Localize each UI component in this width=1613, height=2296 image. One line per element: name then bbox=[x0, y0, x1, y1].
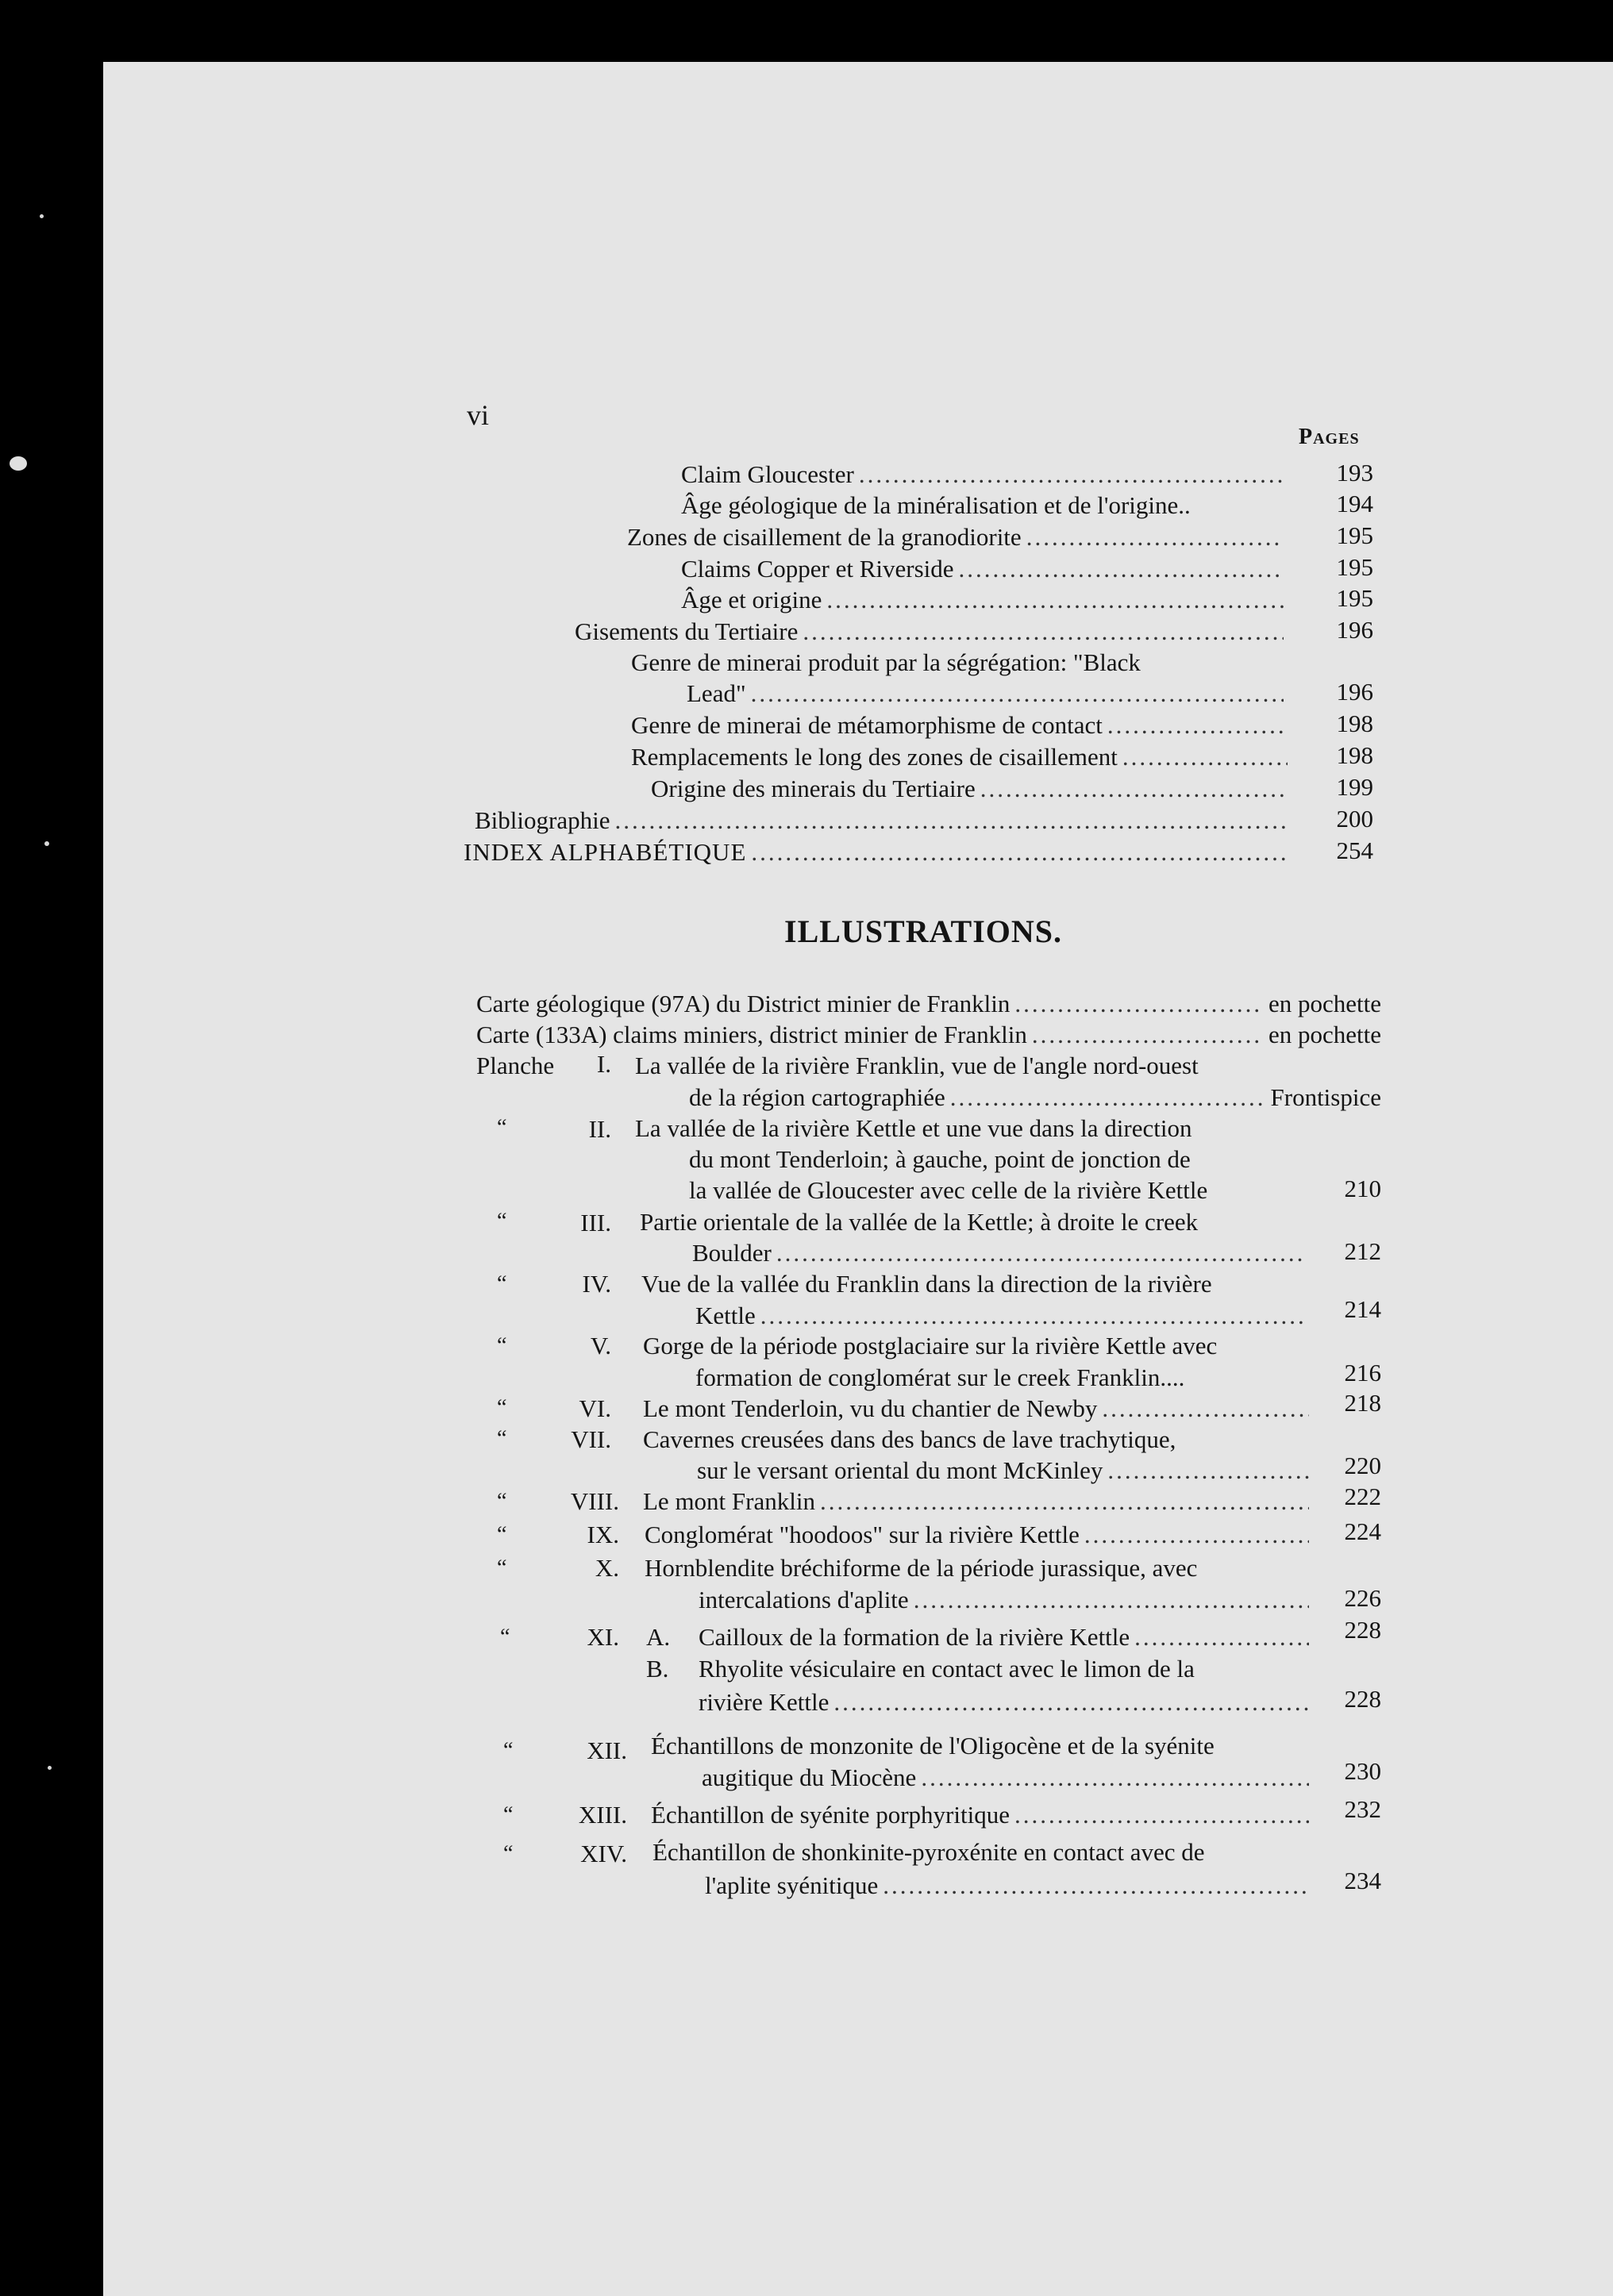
scan-speck bbox=[40, 214, 44, 218]
plate-entry bbox=[699, 1686, 1314, 1718]
ditto-mark: “ bbox=[497, 1522, 507, 1547]
toc-entry-text: Bibliographie bbox=[475, 806, 610, 834]
plate-page: 228 bbox=[1344, 1616, 1381, 1644]
plate-caption-line: de la région cartographiée bbox=[689, 1083, 945, 1111]
plate-caption-line: Le mont Franklin bbox=[643, 1487, 815, 1515]
toc-entry bbox=[687, 678, 1288, 710]
ditto-mark: “ bbox=[497, 1271, 507, 1296]
plate-caption-line: augitique du Miocène bbox=[702, 1763, 917, 1791]
plate-entry bbox=[645, 1519, 1314, 1551]
plate-caption-line: Partie orientale de la vallée de la Kettle; à droite le creek bbox=[640, 1208, 1199, 1236]
plate-caption-line: Kettle bbox=[695, 1302, 756, 1329]
plate-page: 234 bbox=[1344, 1867, 1381, 1894]
ditto-mark: “ bbox=[497, 1426, 507, 1451]
plate-entry bbox=[705, 1870, 1314, 1902]
ditto-mark: “ bbox=[503, 1802, 514, 1827]
toc-entry-page: 195 bbox=[1336, 521, 1373, 549]
toc-entry-text: Lead" bbox=[687, 679, 746, 707]
toc-entry bbox=[631, 741, 1292, 773]
toc-entry-text: INDEX ALPHABÉTIQUE bbox=[464, 838, 747, 866]
toc-entry bbox=[475, 805, 1292, 836]
toc-entry-text: Claims Copper et Riverside bbox=[681, 555, 954, 583]
plate-page: 224 bbox=[1344, 1517, 1381, 1545]
toc-entry bbox=[681, 584, 1288, 616]
plate-caption-line: Boulder bbox=[692, 1239, 772, 1267]
illustrations-heading: ILLUSTRATIONS. bbox=[784, 913, 1063, 949]
plate-caption-line: rivière Kettle bbox=[699, 1688, 830, 1716]
toc-entry-text: Origine des minerais du Tertiaire bbox=[651, 775, 976, 802]
scan-speck bbox=[48, 1766, 52, 1770]
plate-entry bbox=[689, 1082, 1381, 1113]
plate-numeral: I. bbox=[596, 1050, 611, 1078]
ditto-mark: “ bbox=[497, 1395, 507, 1420]
toc-entry-text: Zones de cisaillement de la granodiorite bbox=[627, 523, 1022, 551]
plate-caption-line: Vue de la vallée du Franklin dans la direction de la rivière bbox=[641, 1270, 1212, 1298]
plate-caption-line: Cailloux de la formation de la rivière Kettle bbox=[699, 1623, 1130, 1651]
toc-entry-page: 254 bbox=[1336, 836, 1373, 864]
toc-entry bbox=[464, 836, 1292, 868]
toc-entry-page: 198 bbox=[1336, 710, 1373, 737]
scan-speck bbox=[10, 456, 27, 471]
ditto-mark: “ bbox=[497, 1556, 507, 1580]
plate-numeral: VII. bbox=[571, 1425, 611, 1453]
toc-entry bbox=[575, 616, 1288, 648]
ditto-mark: “ bbox=[497, 1489, 507, 1513]
plate-page: Frontispice bbox=[1270, 1083, 1381, 1111]
plate-page: 232 bbox=[1344, 1795, 1381, 1823]
plate-caption-line: intercalations d'aplite bbox=[699, 1586, 909, 1613]
toc-entry-page: 196 bbox=[1336, 678, 1373, 706]
toc-entry-page: 199 bbox=[1336, 773, 1373, 801]
toc-entry-page: 194 bbox=[1336, 490, 1373, 517]
plate-caption-line: Échantillons de monzonite de l'Oligocène et de la syénite bbox=[651, 1732, 1215, 1759]
toc-entry-text: Genre de minerai produit par la ségrégation: "Black bbox=[631, 648, 1141, 676]
ditto-mark: “ bbox=[500, 1625, 510, 1649]
plate-numeral: XIV. bbox=[580, 1840, 627, 1867]
plate-page: 228 bbox=[1344, 1685, 1381, 1713]
toc-entry bbox=[681, 459, 1288, 490]
plate-caption-line: sur le versant oriental du mont McKinley bbox=[697, 1456, 1103, 1484]
map-entry-text: Carte (133A) claims miniers, district minier de Franklin bbox=[476, 1021, 1027, 1048]
page-number: vi bbox=[467, 399, 490, 431]
map-entry bbox=[476, 988, 1381, 1020]
plate-caption-line: La vallée de la rivière Franklin, vue de l'angle nord-ouest bbox=[635, 1052, 1199, 1079]
plate-entry bbox=[699, 1621, 1314, 1653]
ditto-mark: “ bbox=[497, 1333, 507, 1358]
plate-prefix: Planche bbox=[476, 1052, 555, 1079]
plate-entry bbox=[702, 1762, 1314, 1794]
plate-sub-label: A. bbox=[646, 1623, 671, 1651]
plate-page: 214 bbox=[1344, 1295, 1381, 1323]
plate-page: 216 bbox=[1344, 1359, 1381, 1386]
map-entry-location: en pochette bbox=[1268, 990, 1381, 1017]
plate-caption-line: la vallée de Gloucester avec celle de la rivière Kettle bbox=[689, 1176, 1208, 1204]
plate-entry bbox=[699, 1584, 1314, 1616]
plate-numeral: XIII. bbox=[578, 1801, 627, 1829]
plate-caption-line: du mont Tenderloin; à gauche, point de jonction de bbox=[689, 1145, 1191, 1173]
plate-caption-line: Échantillon de shonkinite-pyroxénite en contact avec de bbox=[653, 1838, 1205, 1866]
plate-caption-line: Cavernes creusées dans des bancs de lave trachytique, bbox=[643, 1425, 1176, 1453]
plate-entry bbox=[692, 1237, 1310, 1269]
plate-page: 212 bbox=[1344, 1237, 1381, 1265]
ditto-mark: “ bbox=[503, 1738, 514, 1763]
plate-caption-line: Échantillon de syénite porphyritique bbox=[651, 1801, 1010, 1829]
map-entry-text: Carte géologique (97A) du District minier de Franklin bbox=[476, 990, 1011, 1017]
plate-page: 226 bbox=[1344, 1584, 1381, 1612]
toc-entry-page: 195 bbox=[1336, 553, 1373, 581]
ditto-mark: “ bbox=[497, 1209, 507, 1233]
plate-entry bbox=[697, 1455, 1314, 1486]
toc-entry-text: Âge et origine bbox=[681, 586, 822, 613]
toc-entry bbox=[681, 553, 1288, 585]
plate-numeral: VI. bbox=[579, 1394, 611, 1422]
plate-entry bbox=[643, 1393, 1314, 1425]
toc-entry-text: Remplacements le long des zones de cisaillement bbox=[631, 743, 1118, 771]
plate-page: 222 bbox=[1344, 1483, 1381, 1510]
scan-speck bbox=[44, 841, 49, 846]
toc-entry-text: Genre de minerai de métamorphisme de contact bbox=[631, 711, 1103, 739]
plate-entry bbox=[651, 1799, 1314, 1831]
toc-entry-page: 193 bbox=[1336, 459, 1373, 487]
plate-caption-line: Gorge de la période postglaciaire sur la rivière Kettle avec bbox=[643, 1332, 1218, 1360]
plate-page: 230 bbox=[1344, 1757, 1381, 1785]
toc-entry bbox=[631, 710, 1288, 741]
toc-entry bbox=[681, 490, 1292, 521]
plate-numeral: III. bbox=[580, 1209, 611, 1236]
toc-entry-text: Claim Gloucester bbox=[681, 460, 854, 488]
plate-caption-line: La vallée de la rivière Kettle et une vue dans la direction bbox=[635, 1114, 1192, 1142]
plate-page: 218 bbox=[1344, 1389, 1381, 1417]
plate-numeral: VIII. bbox=[570, 1487, 619, 1515]
plate-page: 220 bbox=[1344, 1452, 1381, 1479]
plate-entry bbox=[643, 1486, 1314, 1517]
plate-numeral: IV. bbox=[582, 1270, 611, 1298]
plate-caption-line: Le mont Tenderloin, vu du chantier de Newby bbox=[643, 1394, 1098, 1422]
plate-caption-line: Hornblendite bréchiforme de la période jurassique, avec bbox=[645, 1554, 1198, 1582]
plate-caption-line: Rhyolite vésiculaire en contact avec le limon de la bbox=[699, 1655, 1195, 1683]
ditto-mark: “ bbox=[497, 1115, 507, 1140]
toc-entry bbox=[651, 773, 1292, 805]
ditto-mark: “ bbox=[503, 1841, 514, 1866]
plate-numeral: V. bbox=[590, 1332, 611, 1360]
map-entry bbox=[476, 1019, 1381, 1051]
plate-caption-line: l'aplite syénitique bbox=[705, 1871, 879, 1899]
plate-sub-label: B. bbox=[646, 1655, 669, 1683]
toc-entry-page: 195 bbox=[1336, 584, 1373, 612]
toc-entry-page: 200 bbox=[1336, 805, 1373, 833]
plate-caption-line: formation de conglomérat sur le creek Franklin.... bbox=[695, 1363, 1185, 1391]
toc-entry-text: Âge géologique de la minéralisation et de l'origine.. bbox=[681, 491, 1191, 519]
plate-numeral: X. bbox=[595, 1554, 619, 1582]
toc-entry-page: 198 bbox=[1336, 741, 1373, 769]
plate-caption-line: Conglomérat "hoodoos" sur la rivière Kettle bbox=[645, 1521, 1080, 1548]
plate-numeral: IX. bbox=[587, 1521, 619, 1548]
plate-numeral: XI. bbox=[587, 1623, 619, 1651]
plate-page: 210 bbox=[1344, 1175, 1381, 1202]
map-entry-location: en pochette bbox=[1268, 1021, 1381, 1048]
pages-column-header: Pages bbox=[1299, 425, 1360, 449]
toc-entry-page: 196 bbox=[1336, 616, 1373, 644]
toc-entry bbox=[627, 521, 1288, 553]
plate-numeral: XII. bbox=[587, 1736, 627, 1764]
toc-entry-text: Gisements du Tertiaire bbox=[575, 617, 799, 645]
plate-numeral: II. bbox=[588, 1115, 611, 1143]
plate-entry bbox=[695, 1300, 1310, 1332]
